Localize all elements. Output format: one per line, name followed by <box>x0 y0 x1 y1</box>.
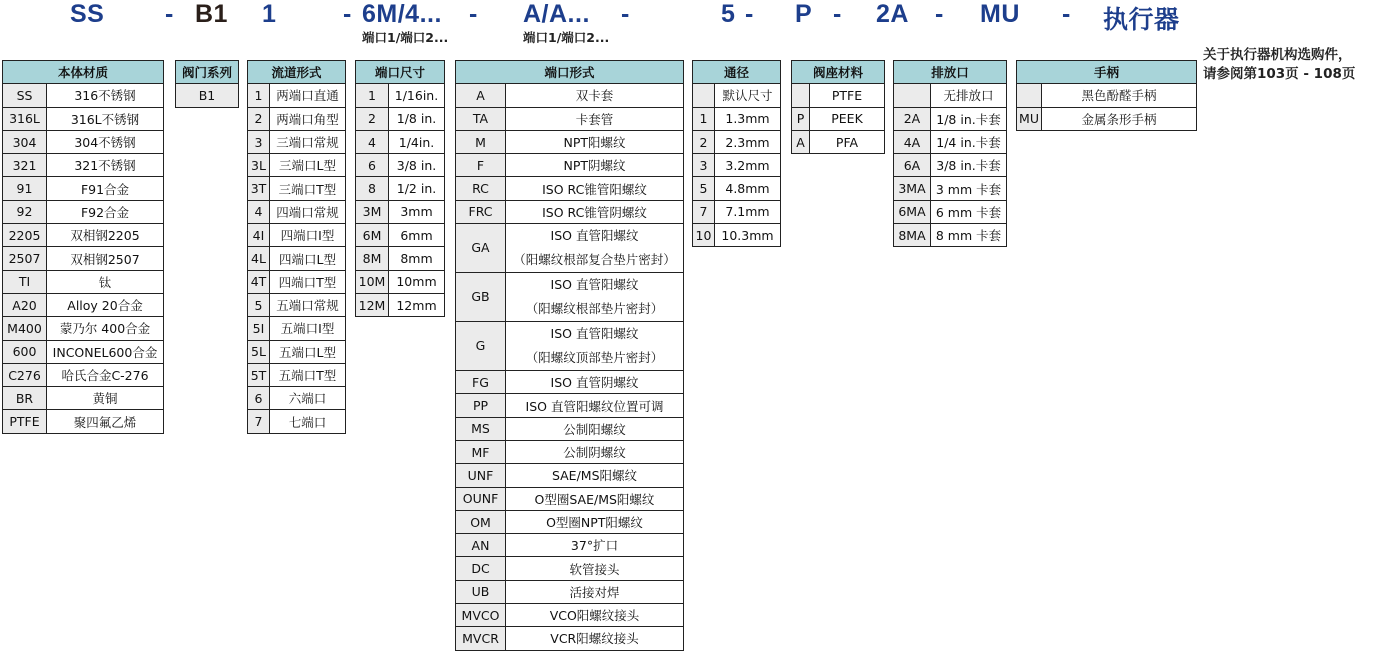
option-code: 304 <box>3 130 47 153</box>
option-description: 六端口 <box>270 387 346 410</box>
option-description: 五端口L型 <box>270 340 346 363</box>
table-row <box>3 247 164 270</box>
option-code: 4I <box>248 224 270 247</box>
table-row <box>3 270 164 293</box>
option-code: DC <box>456 557 506 580</box>
option-description: PTFE <box>810 84 885 107</box>
option-code: 4A <box>894 130 931 153</box>
table-row <box>3 84 164 107</box>
table-row <box>356 130 445 153</box>
option-code: FG <box>456 371 506 394</box>
option-description: ISO 直管阳螺纹 （阳螺纹根部复合垫片密封） <box>506 224 684 273</box>
option-code: 5 <box>693 177 715 200</box>
option-code: 8MA <box>894 224 931 247</box>
option-description: 聚四氟乙烯 <box>47 410 164 433</box>
table-row <box>3 340 164 363</box>
option-description: F91合金 <box>47 177 164 200</box>
table-row <box>792 84 885 107</box>
option-description: 3/8 in. <box>389 154 445 177</box>
table-row <box>248 340 346 363</box>
option-description: ISO 直管阳螺纹 （阳螺纹根部垫片密封） <box>506 273 684 322</box>
table-row <box>356 107 445 130</box>
option-description: 七端口 <box>270 410 346 433</box>
option-code: 3L <box>248 154 270 177</box>
table-row <box>456 440 684 463</box>
code-segment: 6M/4... <box>362 0 442 28</box>
option-code: 600 <box>3 340 47 363</box>
option-description: 默认尺寸 <box>715 84 781 107</box>
option-description: 三端口T型 <box>270 177 346 200</box>
table-row <box>894 84 1007 107</box>
table-row <box>456 627 684 650</box>
option-description: PFA <box>810 130 885 153</box>
table-header: 流道形式 <box>248 61 346 84</box>
option-code: 1 <box>693 107 715 130</box>
option-description: 公制阳螺纹 <box>506 417 684 440</box>
option-description: 8 mm 卡套 <box>931 224 1007 247</box>
option-description: 公制阴螺纹 <box>506 440 684 463</box>
option-description: 哈氏合金C-276 <box>47 363 164 386</box>
table-row <box>693 107 781 130</box>
option-code: 8 <box>356 177 389 200</box>
table-row <box>356 224 445 247</box>
option-description: 37°扩口 <box>506 534 684 557</box>
table-row <box>3 387 164 410</box>
table-row <box>248 130 346 153</box>
option-description: O型圈SAE/MS阳螺纹 <box>506 487 684 510</box>
drain-port-table <box>893 60 1007 247</box>
option-description: 活接对焊 <box>506 580 684 603</box>
option-description: 3 mm 卡套 <box>931 177 1007 200</box>
table-row <box>3 200 164 223</box>
option-code: FRC <box>456 200 506 223</box>
option-code: BR <box>3 387 47 410</box>
table-row <box>356 177 445 200</box>
table-row <box>693 154 781 177</box>
option-code: GA <box>456 224 506 273</box>
option-description: ISO RC锥管阴螺纹 <box>506 200 684 223</box>
code-segment: A/A... <box>523 0 590 28</box>
code-segment: 2A <box>876 0 909 28</box>
option-description: 黑色酚醛手柄 <box>1042 84 1197 107</box>
option-code: 3T <box>248 177 270 200</box>
option-description: 四端口T型 <box>270 270 346 293</box>
option-code: 10M <box>356 270 389 293</box>
option-code: 3 <box>248 130 270 153</box>
code-segment: 执行器 <box>1103 6 1180 34</box>
option-description: 1/8 in.卡套 <box>931 107 1007 130</box>
code-segment: P <box>795 0 813 28</box>
option-code: 10 <box>693 224 715 247</box>
table-row <box>792 130 885 153</box>
option-description: SAE/MS阳螺纹 <box>506 464 684 487</box>
actuator-note <box>1203 46 1355 84</box>
option-description: 五端口常规 <box>270 293 346 316</box>
option-code: TI <box>3 270 47 293</box>
option-description: 7.1mm <box>715 200 781 223</box>
option-code: 4L <box>248 247 270 270</box>
table-row <box>248 107 346 130</box>
code-separator: - <box>935 0 944 28</box>
table-row <box>3 107 164 130</box>
option-code: 5L <box>248 340 270 363</box>
bore-table <box>692 60 781 247</box>
option-description: 四端口I型 <box>270 224 346 247</box>
table-row <box>1017 107 1197 130</box>
valve-series-table <box>175 60 239 108</box>
option-code: 2 <box>248 107 270 130</box>
option-description: INCONEL600合金 <box>47 340 164 363</box>
seat-material-table <box>791 60 885 154</box>
option-code <box>1017 84 1042 107</box>
option-description: 1/4in. <box>389 130 445 153</box>
table-row <box>456 557 684 580</box>
option-description: 6mm <box>389 224 445 247</box>
table-header: 阀门系列 <box>176 61 239 84</box>
table-row <box>456 224 684 273</box>
code-separator: - <box>343 0 352 28</box>
code-separator: - <box>745 0 754 28</box>
option-description: 316不锈钢 <box>47 84 164 107</box>
table-row <box>894 224 1007 247</box>
option-code: UNF <box>456 464 506 487</box>
table-row <box>3 410 164 433</box>
option-description: 316L不锈钢 <box>47 107 164 130</box>
option-code: M400 <box>3 317 47 340</box>
option-description: 四端口常规 <box>270 200 346 223</box>
option-code: 4 <box>356 130 389 153</box>
table-row <box>456 534 684 557</box>
code-segment: 1 <box>262 0 277 28</box>
table-header: 端口尺寸 <box>356 61 445 84</box>
code-separator: - <box>621 0 630 28</box>
table-row <box>3 177 164 200</box>
option-code: 3MA <box>894 177 931 200</box>
option-description: ISO 直管阳螺纹 （阳螺纹顶部垫片密封） <box>506 322 684 371</box>
table-row <box>456 154 684 177</box>
option-code: 3M <box>356 200 389 223</box>
code-segment: 5 <box>721 0 736 28</box>
option-description: ISO 直管阴螺纹 <box>506 371 684 394</box>
option-description: 3mm <box>389 200 445 223</box>
option-code: 4T <box>248 270 270 293</box>
table-row <box>248 200 346 223</box>
port-size-table <box>355 60 445 317</box>
option-description: NPT阳螺纹 <box>506 130 684 153</box>
option-code: 7 <box>693 200 715 223</box>
option-description: O型圈NPT阳螺纹 <box>506 510 684 533</box>
option-description: 金属条形手柄 <box>1042 107 1197 130</box>
table-row <box>248 387 346 410</box>
option-description: 双相钢2205 <box>47 224 164 247</box>
table-row <box>356 84 445 107</box>
option-code: 316L <box>3 107 47 130</box>
table-row <box>248 363 346 386</box>
option-code: MVCR <box>456 627 506 650</box>
option-code: AN <box>456 534 506 557</box>
body-material-table <box>2 60 164 434</box>
table-row <box>456 322 684 371</box>
table-row <box>456 84 684 107</box>
option-code: 1 <box>356 84 389 107</box>
option-description: 3/8 in.卡套 <box>931 154 1007 177</box>
option-description: 双相钢2507 <box>47 247 164 270</box>
table-row <box>693 200 781 223</box>
table-row <box>3 317 164 340</box>
option-description: 4.8mm <box>715 177 781 200</box>
option-code: MU <box>1017 107 1042 130</box>
table-row <box>693 224 781 247</box>
table-header: 阀座材料 <box>792 61 885 84</box>
table-row <box>248 154 346 177</box>
option-description: ISO 直管阳螺纹位置可调 <box>506 394 684 417</box>
option-code: 6 <box>356 154 389 177</box>
option-code: 5T <box>248 363 270 386</box>
table-row <box>894 177 1007 200</box>
option-code: PTFE <box>3 410 47 433</box>
code-separator: - <box>833 0 842 28</box>
option-code: 5I <box>248 317 270 340</box>
port-size-subtitle: 端口1/端口2... <box>362 30 449 45</box>
option-code: G <box>456 322 506 371</box>
option-description: 钛 <box>47 270 164 293</box>
note-line: 关于执行器机构选购件， <box>1203 47 1352 63</box>
option-description: 两端口直通 <box>270 84 346 107</box>
option-description: 304不锈钢 <box>47 130 164 153</box>
option-description: 1.3mm <box>715 107 781 130</box>
table-row <box>456 371 684 394</box>
option-code: 92 <box>3 200 47 223</box>
option-description: F92合金 <box>47 200 164 223</box>
option-code: RC <box>456 177 506 200</box>
option-description: 321不锈钢 <box>47 154 164 177</box>
option-code: 6A <box>894 154 931 177</box>
option-code: MS <box>456 417 506 440</box>
option-code <box>792 84 810 107</box>
option-description: 黄铜 <box>47 387 164 410</box>
table-row <box>3 130 164 153</box>
table-row <box>356 154 445 177</box>
option-description: 12mm <box>389 293 445 316</box>
table-row <box>3 154 164 177</box>
handle-table <box>1016 60 1197 131</box>
table-row <box>356 247 445 270</box>
table-row <box>248 270 346 293</box>
table-row <box>248 293 346 316</box>
option-code: 2507 <box>3 247 47 270</box>
table-row <box>894 200 1007 223</box>
option-code: 2A <box>894 107 931 130</box>
table-row <box>894 154 1007 177</box>
table-row <box>456 417 684 440</box>
table-row <box>693 84 781 107</box>
option-code: 2205 <box>3 224 47 247</box>
table-header: 本体材质 <box>3 61 164 84</box>
table-row <box>356 200 445 223</box>
option-description: 1/8 in. <box>389 107 445 130</box>
option-code: 1 <box>248 84 270 107</box>
code-separator: - <box>1062 0 1071 28</box>
option-code: TA <box>456 107 506 130</box>
option-code: OM <box>456 510 506 533</box>
option-code: 8M <box>356 247 389 270</box>
code-segment: B1 <box>195 0 228 28</box>
option-description: 软管接头 <box>506 557 684 580</box>
option-code: MVCO <box>456 604 506 627</box>
table-row <box>894 130 1007 153</box>
option-description: 双卡套 <box>506 84 684 107</box>
option-code: A <box>456 84 506 107</box>
port-type-subtitle: 端口1/端口2... <box>523 30 610 45</box>
option-code <box>894 84 931 107</box>
table-header: 排放口 <box>894 61 1007 84</box>
table-row <box>3 293 164 316</box>
option-description: 6 mm 卡套 <box>931 200 1007 223</box>
option-description: 1/4 in.卡套 <box>931 130 1007 153</box>
option-description: 1/16in. <box>389 84 445 107</box>
option-description: 8mm <box>389 247 445 270</box>
port-type-table <box>455 60 684 651</box>
table-row <box>456 107 684 130</box>
option-description: 五端口I型 <box>270 317 346 340</box>
table-row <box>1017 84 1197 107</box>
option-description: 四端口L型 <box>270 247 346 270</box>
option-code: 4 <box>248 200 270 223</box>
table-row <box>894 107 1007 130</box>
table-row <box>792 107 885 130</box>
code-separator: - <box>165 0 174 28</box>
option-code: GB <box>456 273 506 322</box>
table-row <box>456 604 684 627</box>
option-description: 三端口常规 <box>270 130 346 153</box>
code-separator: - <box>469 0 478 28</box>
table-row <box>248 317 346 340</box>
option-description: 3.2mm <box>715 154 781 177</box>
table-row <box>3 363 164 386</box>
option-description: VCR阳螺纹接头 <box>506 627 684 650</box>
option-code: OUNF <box>456 487 506 510</box>
option-description: 卡套管 <box>506 107 684 130</box>
option-description: 无排放口 <box>931 84 1007 107</box>
table-header: 端口形式 <box>456 61 684 84</box>
option-code: C276 <box>3 363 47 386</box>
option-code: 5 <box>248 293 270 316</box>
option-code: F <box>456 154 506 177</box>
table-row <box>693 177 781 200</box>
table-row <box>176 84 239 107</box>
option-description: 三端口L型 <box>270 154 346 177</box>
option-code: 12M <box>356 293 389 316</box>
table-row <box>248 410 346 433</box>
option-code: 6MA <box>894 200 931 223</box>
table-row <box>456 200 684 223</box>
option-code: 3 <box>693 154 715 177</box>
table-row <box>248 247 346 270</box>
option-code: PP <box>456 394 506 417</box>
option-code: A <box>792 130 810 153</box>
option-description: 两端口角型 <box>270 107 346 130</box>
option-code: 321 <box>3 154 47 177</box>
option-code: P <box>792 107 810 130</box>
table-row <box>248 177 346 200</box>
table-row <box>356 293 445 316</box>
option-description: 10.3mm <box>715 224 781 247</box>
table-row <box>456 273 684 322</box>
option-code: 2 <box>356 107 389 130</box>
option-code: A20 <box>3 293 47 316</box>
option-description: PEEK <box>810 107 885 130</box>
option-code: UB <box>456 580 506 603</box>
option-description: 1/2 in. <box>389 177 445 200</box>
code-segment: MU <box>980 0 1020 28</box>
table-row <box>693 130 781 153</box>
table-row <box>456 130 684 153</box>
flow-path-table <box>247 60 346 434</box>
table-row <box>456 580 684 603</box>
table-row <box>248 84 346 107</box>
table-row <box>456 177 684 200</box>
option-code: 91 <box>3 177 47 200</box>
option-description: 2.3mm <box>715 130 781 153</box>
table-header: 手柄 <box>1017 61 1197 84</box>
table-row <box>456 464 684 487</box>
table-header: 通径 <box>693 61 781 84</box>
table-row <box>356 270 445 293</box>
table-row <box>3 224 164 247</box>
option-code: B1 <box>176 84 239 107</box>
option-code: M <box>456 130 506 153</box>
table-row <box>456 510 684 533</box>
option-description: 五端口T型 <box>270 363 346 386</box>
option-code <box>693 84 715 107</box>
option-code: MF <box>456 440 506 463</box>
option-code: 2 <box>693 130 715 153</box>
option-description: 10mm <box>389 270 445 293</box>
option-code: 6M <box>356 224 389 247</box>
option-description: 蒙乃尔 400合金 <box>47 317 164 340</box>
option-description: VCO阳螺纹接头 <box>506 604 684 627</box>
option-code: 7 <box>248 410 270 433</box>
option-code: SS <box>3 84 47 107</box>
option-description: ISO RC锥管阳螺纹 <box>506 177 684 200</box>
table-row <box>456 487 684 510</box>
table-row <box>248 224 346 247</box>
code-segment: SS <box>70 0 105 28</box>
note-line: 请参阅第103页 - 108页 <box>1203 66 1356 82</box>
option-code: 6 <box>248 387 270 410</box>
option-description: NPT阴螺纹 <box>506 154 684 177</box>
table-row <box>456 394 684 417</box>
option-description: Alloy 20合金 <box>47 293 164 316</box>
